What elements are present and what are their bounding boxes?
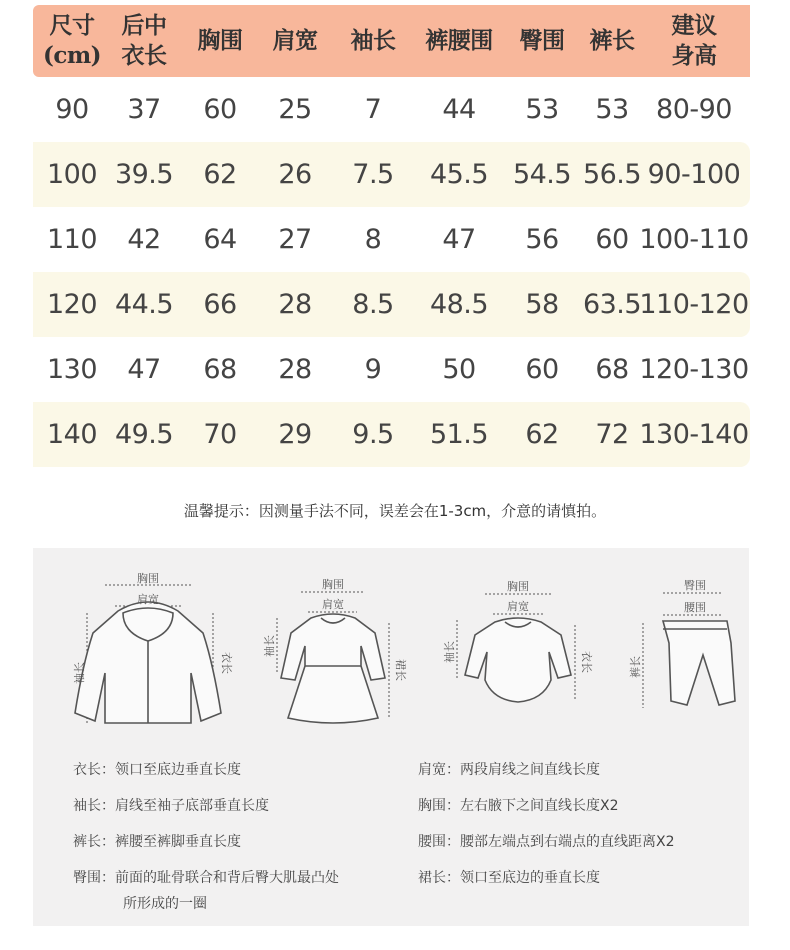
pants-waist-label: 腰围: [684, 601, 706, 614]
cell-size: 110: [46, 224, 98, 255]
def-desc: 裤腰至裤脚垂直长度: [115, 834, 241, 850]
cell-hip: 54.5: [512, 159, 572, 190]
cell-shoulder: 25: [278, 94, 312, 125]
table-row: [33, 77, 750, 142]
pants-hip-label: 臀围: [684, 579, 706, 592]
cell-pants-length: 53: [595, 94, 629, 125]
jacket-chest-label: 胸围: [137, 572, 159, 585]
cell-shoulder: 27: [278, 224, 312, 255]
pants-illustration: [623, 573, 743, 713]
dress-illustration: [263, 578, 407, 728]
cell-pants-length: 63.5: [582, 289, 642, 320]
cell-pants-length: 72: [595, 419, 629, 450]
cell-back-length: 49.5: [114, 419, 174, 450]
cell-pants-length: 56.5: [582, 159, 642, 190]
cell-back-length: 42: [127, 224, 161, 255]
header-height: 建议 身高: [671, 12, 717, 69]
cell-shoulder: 29: [278, 419, 312, 450]
cell-chest: 68: [203, 354, 237, 385]
table-row: [33, 402, 750, 467]
table-row: [33, 142, 750, 207]
cell-waist: 45.5: [429, 159, 489, 190]
def-term: 肩宽：: [418, 762, 460, 778]
cell-back-length: 44.5: [114, 289, 174, 320]
header-chest: 胸围: [197, 27, 243, 54]
measurement-guide-panel: [33, 548, 749, 926]
header-sleeve: 袖长: [350, 27, 396, 54]
def-desc: 肩线至袖子底部垂直长度: [115, 798, 269, 814]
size-table: [33, 5, 750, 467]
cell-height: 100-110: [639, 224, 749, 255]
romper-chest-label: 胸围: [507, 580, 529, 593]
dress-chest-label: 胸围: [322, 578, 344, 591]
cell-pants-length: 68: [595, 354, 629, 385]
jacket-sleeve-label: 袖长: [73, 662, 86, 684]
cell-waist: 47: [442, 224, 476, 255]
table-row: [33, 337, 750, 402]
def-term: 袖长：: [73, 798, 115, 814]
cell-waist: 48.5: [429, 289, 489, 320]
cell-sleeve: 9: [364, 354, 382, 385]
jacket-shoulder-label: 肩宽: [137, 593, 159, 606]
def-desc: 领口至底边垂直长度: [115, 762, 241, 778]
cell-hip: 56: [525, 224, 559, 255]
cell-hip: 53: [525, 94, 559, 125]
header-back-length: 后中 衣长: [121, 12, 167, 69]
table-row: [33, 272, 750, 337]
cell-hip: 60: [525, 354, 559, 385]
cell-size: 120: [46, 289, 98, 320]
cell-chest: 66: [203, 289, 237, 320]
romper-illustration: [443, 580, 593, 710]
cell-size: 140: [46, 419, 98, 450]
cell-size: 100: [46, 159, 98, 190]
cell-height: 120-130: [639, 354, 749, 385]
cell-height: 110-120: [639, 289, 749, 320]
cell-hip: 58: [525, 289, 559, 320]
pants-length-label: 裤长: [629, 656, 642, 678]
def-desc-continued: 所形成的一圈: [123, 896, 207, 912]
def-term: 衣长：: [73, 762, 115, 778]
jacket-length-label: 衣长: [220, 652, 233, 674]
cell-chest: 62: [203, 159, 237, 190]
dress-shoulder-label: 肩宽: [322, 598, 344, 611]
def-desc: 腰部左端点到右端点的直线距离X2: [460, 834, 675, 850]
cell-height: 130-140: [639, 419, 749, 450]
cell-shoulder: 26: [278, 159, 312, 190]
def-term: 臀围：: [73, 870, 115, 886]
cell-waist: 51.5: [429, 419, 489, 450]
table-header: [33, 5, 750, 77]
def-desc: 左右腋下之间直线长度X2: [460, 798, 619, 814]
cell-sleeve: 8.5: [352, 289, 394, 320]
def-term: 裙长：: [418, 870, 460, 886]
dress-length-label: 裙长: [394, 659, 407, 681]
cell-shoulder: 28: [278, 354, 312, 385]
def-term: 裤长：: [73, 834, 115, 850]
def-term: 胸围：: [418, 798, 460, 814]
header-pants-length: 裤长: [589, 27, 635, 54]
cell-waist: 44: [442, 94, 476, 125]
cell-back-length: 37: [127, 94, 161, 125]
cell-height: 90-100: [647, 159, 741, 190]
romper-sleeve-label: 袖长: [443, 641, 456, 663]
header-size: 尺寸 (cm): [42, 12, 102, 69]
cell-sleeve: 9.5: [352, 419, 394, 450]
def-desc: 领口至底边的垂直长度: [460, 870, 600, 886]
cell-sleeve: 7: [364, 94, 382, 125]
cell-chest: 60: [203, 94, 237, 125]
cell-back-length: 47: [127, 354, 161, 385]
romper-length-label: 衣长: [580, 651, 593, 673]
header-shoulder: 肩宽: [272, 27, 318, 54]
cell-size: 130: [46, 354, 98, 385]
def-desc: 两段肩线之间直线长度: [460, 762, 600, 778]
def-desc: 前面的耻骨联合和背后臀大肌最凸处: [115, 870, 339, 886]
cell-sleeve: 8: [364, 224, 382, 255]
measurement-tip: 温馨提示：因测量手法不同，误差会在1-3cm，介意的请慎拍。: [183, 502, 607, 520]
jacket-illustration: [63, 573, 233, 733]
cell-back-length: 39.5: [114, 159, 174, 190]
cell-sleeve: 7.5: [352, 159, 394, 190]
header-waist: 裤腰围: [425, 27, 493, 54]
cell-pants-length: 60: [595, 224, 629, 255]
cell-waist: 50: [442, 354, 476, 385]
cell-shoulder: 28: [278, 289, 312, 320]
cell-chest: 70: [203, 419, 237, 450]
cell-chest: 64: [203, 224, 237, 255]
cell-hip: 62: [525, 419, 559, 450]
dress-sleeve-label: 袖长: [263, 635, 276, 657]
cell-size: 90: [55, 94, 89, 125]
romper-shoulder-label: 肩宽: [507, 600, 529, 613]
def-term: 腰围：: [418, 834, 460, 850]
header-hip: 臀围: [519, 27, 565, 54]
cell-height: 80-90: [656, 94, 732, 125]
table-row: [33, 207, 750, 272]
